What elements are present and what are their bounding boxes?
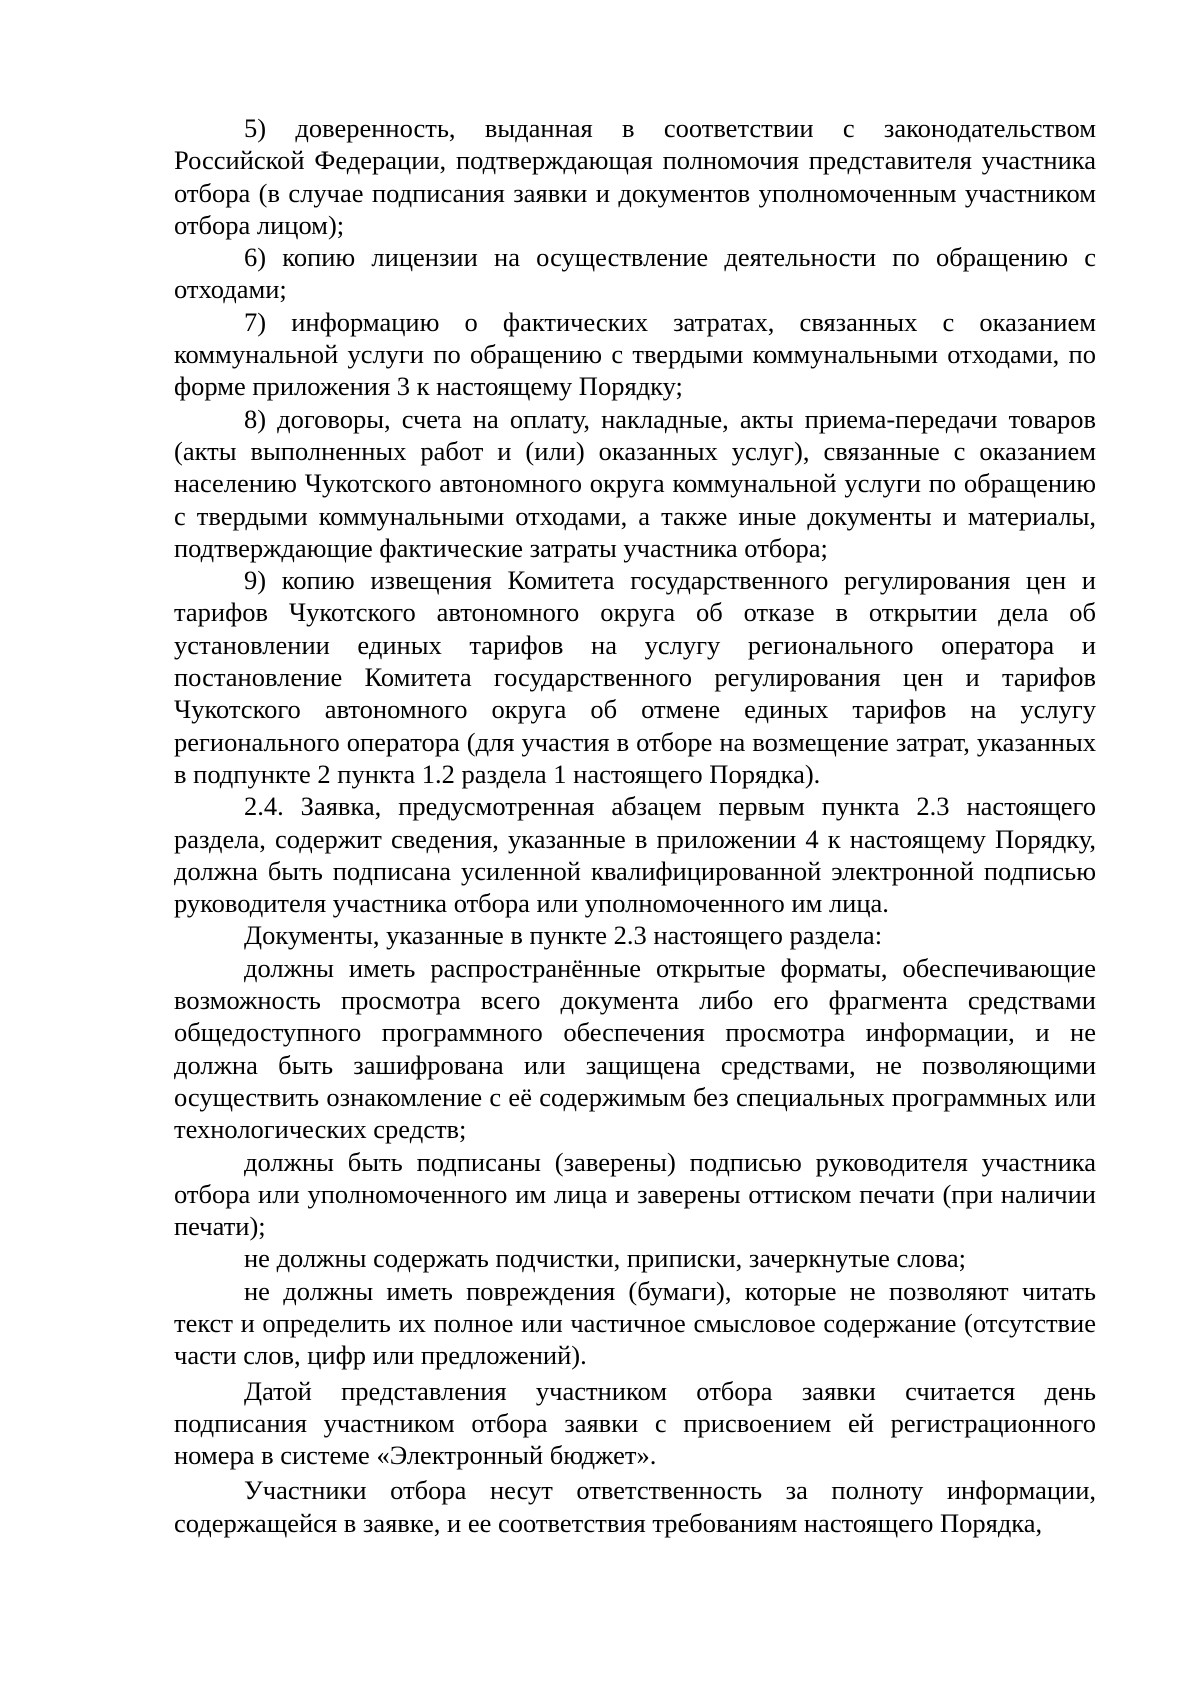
paragraph-item-7: 7) информацию о фактических затратах, связанных с оказанием коммунальной услуги по обращению с твердыми коммунальными отходами, по форме приложения 3 к настоящему Порядку; — [174, 306, 1096, 402]
paragraph-requirement-formats: должны иметь распространённые открытые форматы, обеспечивающие возможность просмотра всего документа либо его фрагмента средствами общедоступного программного обеспечения просмотра информации, и не должна быть зашифрована или защищена средствами, не позволяющими осуществить ознакомление с её содержимым без специальных программных или технологических средств; — [174, 952, 1096, 1145]
paragraph-responsibility: Участники отбора несут ответственность за полноту информации, содержащейся в заявке, и ее соответствия требованиям настоящего Порядка, — [174, 1475, 1096, 1538]
paragraph-item-5: 5) доверенность, выданная в соответствии с законодательством Российской Федерации, подтверждающая полномочия представителя участника отбора (в случае подписания заявки и документов уполномоченным участником отбора лицом); — [174, 113, 1096, 240]
paragraph-requirement-no-erasures: не должны содержать подчистки, приписки, зачеркнутые слова; — [244, 1243, 966, 1274]
paragraph-item-6: 6) копию лицензии на осуществление деятельности по обращению с отходами; — [174, 242, 1096, 305]
paragraph-item-8: 8) договоры, счета на оплату, накладные, акты приема-передачи товаров (акты выполненных работ и (или) оказанных услуг), связанные с оказанием населению Чукотского автономного округа коммунальной услуги по обращению с твердыми коммунальными отходами, а также иные документы и материалы, подтверждающие фактические затраты участника отбора; — [174, 403, 1096, 563]
paragraph-submission-date: Датой представления участником отбора заявки считается день подписания участником отбора заявки с присвоением ей регистрационного номера в системе «Электронный бюджет». — [174, 1375, 1096, 1471]
paragraph-requirement-signature: должны быть подписаны (заверены) подписью руководителя участника отбора или уполномоченного им лица и заверены оттиском печати (при наличии печати); — [174, 1146, 1096, 1242]
paragraph-clause-2-4: 2.4. Заявка, предусмотренная абзацем первым пункта 2.3 настоящего раздела, содержит сведения, указанные в приложении 4 к настоящему Порядку, должна быть подписана усиленной квалифицированной электронной подписью руководителя участника отбора или уполномоченного им лица. — [174, 791, 1096, 919]
document-body — [174, 112, 1096, 1539]
paragraph-documents-intro: Документы, указанные в пункте 2.3 настоящего раздела: — [244, 920, 883, 951]
paragraph-item-9: 9) копию извещения Комитета государственного регулирования цен и тарифов Чукотского автономного округа об отказе в открытии дела об установлении единых тарифов на услугу регионального оператора и постановление Комитета государственного регулирования цен и тарифов Чукотского автономного округа об отмене единых тарифов на услугу регионального оператора (для участия в отборе на возмещение затрат, указанных в подпункте 2 пункта 1.2 раздела 1 настоящего Порядка). — [174, 565, 1096, 789]
paragraph-requirement-no-damage: не должны иметь повреждения (бумаги), которые не позволяют читать текст и определить их полное или частичное смысловое содержание (отсутствие части слов, цифр или предложений). — [174, 1275, 1096, 1371]
